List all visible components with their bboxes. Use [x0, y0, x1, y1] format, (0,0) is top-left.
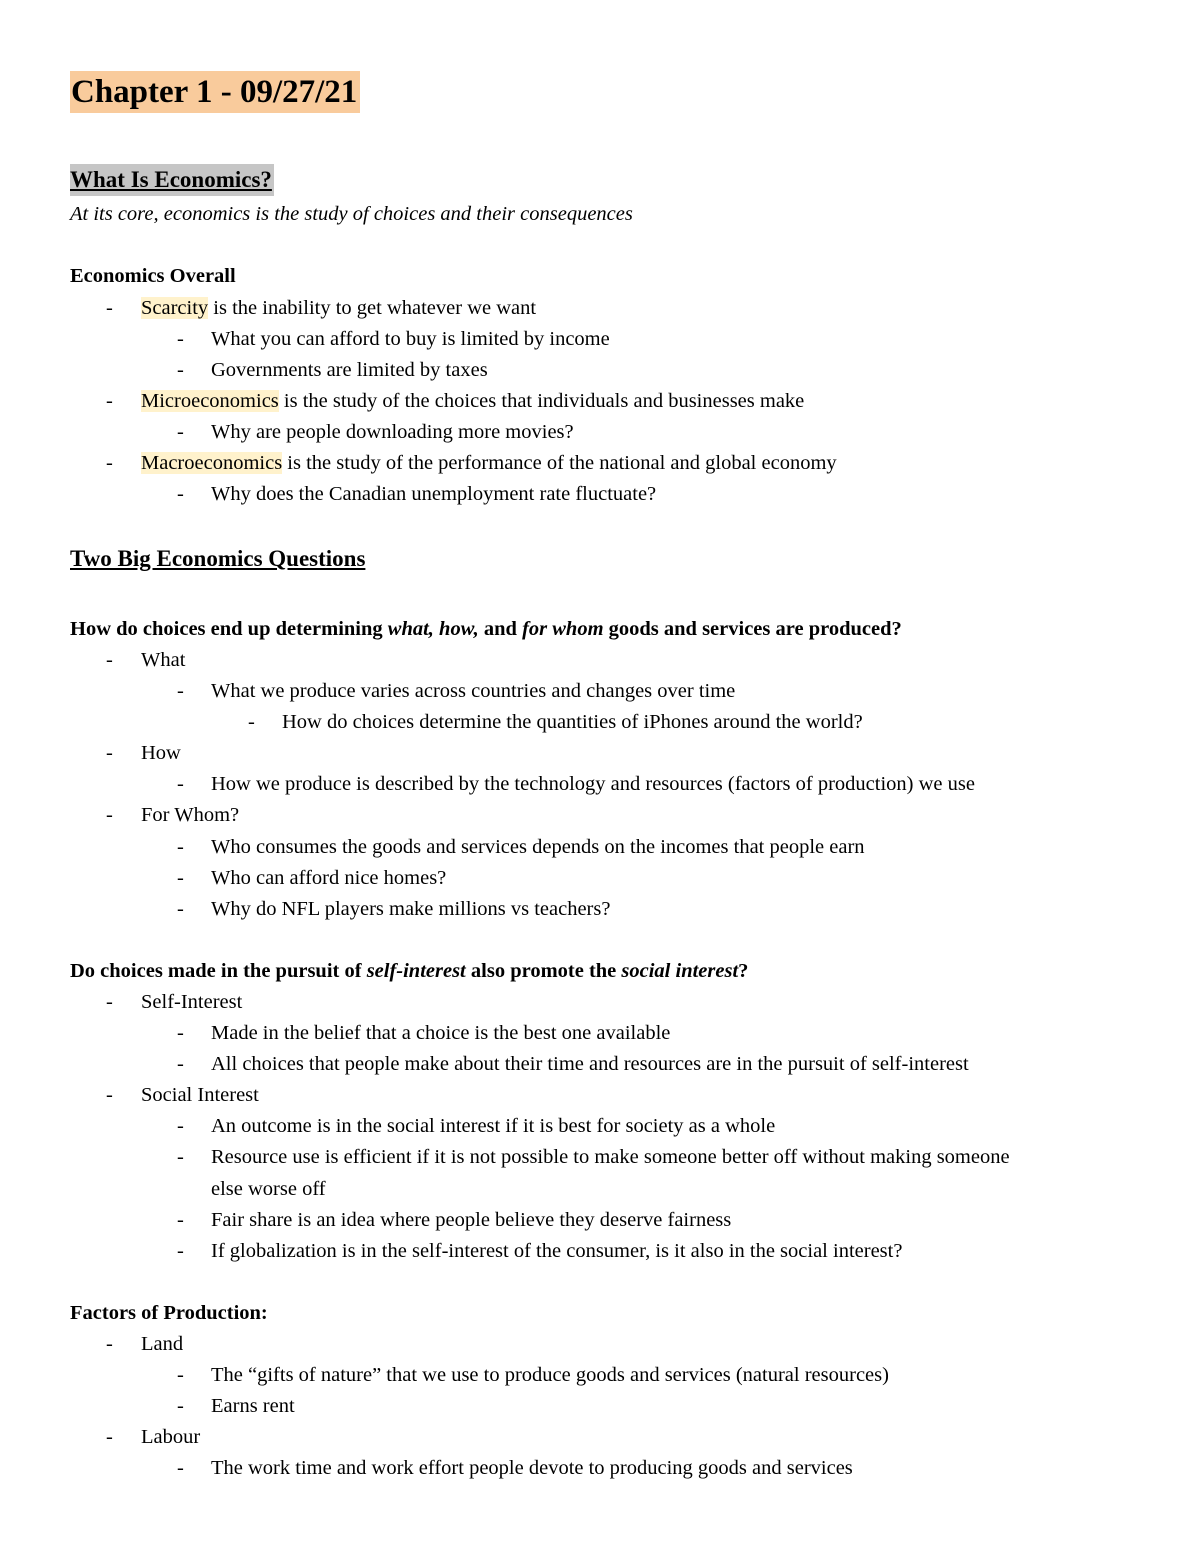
question-heading-self-interest	[70, 956, 748, 987]
bullet-dash: -	[106, 390, 113, 412]
bullet-dash: -	[106, 742, 113, 764]
list-item-text: How	[141, 742, 181, 764]
term-scarcity: Scarcity	[141, 297, 209, 319]
factors-of-production-heading: Factors of Production:	[70, 1302, 268, 1324]
term-macroeconomics: Macroeconomics	[141, 452, 283, 474]
bullet-dash: -	[177, 1209, 184, 1231]
bullet-dash: -	[106, 1084, 113, 1106]
bullet-dash: -	[177, 359, 184, 381]
question-text: Do choices made in the pursuit of	[70, 960, 367, 982]
question-emphasis: self-interest	[366, 960, 466, 982]
list-item-text: What we produce varies across countries and changes over time	[211, 680, 736, 702]
definition-text: is the inability to get whatever we want	[208, 297, 537, 319]
bullet-dash: -	[177, 898, 184, 920]
list-item-text: Why do NFL players make millions vs teachers?	[211, 898, 611, 920]
bullet-dash: -	[177, 773, 184, 795]
list-item-text: Earns rent	[211, 1395, 295, 1417]
bullet-dash: -	[106, 649, 113, 671]
list-item-text: The “gifts of nature” that we use to produce goods and services (natural resources)	[211, 1364, 889, 1386]
bullet-dash: -	[177, 483, 184, 505]
list-item-text: Governments are limited by taxes	[211, 359, 488, 381]
list-item-text: Who can afford nice homes?	[211, 867, 447, 889]
bullet-dash: -	[177, 1364, 184, 1386]
list-item-text: Self-Interest	[141, 991, 243, 1013]
list-item-text: Why are people downloading more movies?	[211, 421, 574, 443]
list-item-text: How do choices determine the quantities of iPhones around the world?	[282, 711, 863, 733]
bullet-dash: -	[106, 1333, 113, 1355]
section-subtitle	[70, 199, 1200, 230]
list-item-text: For Whom?	[141, 804, 240, 826]
definition-text: is the study of the choices that individuals and businesses make	[278, 390, 805, 412]
list-item-text: Resource use is efficient if it is not possible to make someone better off without making someone	[211, 1146, 1010, 1168]
term-microeconomics: Microeconomics	[141, 390, 279, 412]
bullet-dash: -	[106, 804, 113, 826]
list-item-text: else worse off	[211, 1178, 326, 1200]
question-emphasis: social interest	[621, 960, 739, 982]
question-emphasis: what, how,	[387, 618, 479, 640]
page-title: Chapter 1 - 09/27/21	[70, 71, 360, 113]
list-item-text: The work time and work effort people devote to producing goods and services	[211, 1457, 853, 1479]
economics-overall-heading: Economics Overall	[70, 265, 236, 287]
bullet-dash: -	[177, 1395, 184, 1417]
list-item-text: Social Interest	[141, 1084, 259, 1106]
bullet-dash: -	[177, 1022, 184, 1044]
list-item-text: Made in the belief that a choice is the best one available	[211, 1022, 671, 1044]
bullet-dash: -	[177, 1053, 184, 1075]
subtitle-text: At its core, economics is the study of choices and their consequences	[70, 203, 633, 225]
list-item-text: If globalization is in the self-interest of the consumer, is it also in the social interest?	[211, 1240, 903, 1262]
list-item-text: What you can afford to buy is limited by income	[211, 328, 610, 350]
bullet-dash: -	[106, 297, 113, 319]
question-text: and	[478, 618, 523, 640]
bullet-dash: -	[177, 328, 184, 350]
section-heading-what-is-economics: What Is Economics?	[70, 164, 274, 196]
definition-text: is the study of the performance of the national and global economy	[282, 452, 837, 474]
list-item-text: Fair share is an idea where people believe they deserve fairness	[211, 1209, 732, 1231]
question-text: also promote the	[465, 960, 622, 982]
bullet-dash: -	[106, 1426, 113, 1448]
list-item-text: Labour	[141, 1426, 201, 1448]
list-item-text: What	[141, 649, 186, 671]
question-emphasis: for whom	[522, 618, 604, 640]
list-item-text: An outcome is in the social interest if it is best for society as a whole	[211, 1115, 776, 1137]
bullet-dash: -	[177, 1240, 184, 1262]
bullet-dash: -	[177, 1146, 184, 1168]
question-heading-what-how-for-whom	[70, 614, 902, 645]
bullet-dash: -	[177, 836, 184, 858]
bullet-dash: -	[177, 680, 184, 702]
list-item-text: Why does the Canadian unemployment rate fluctuate?	[211, 483, 657, 505]
list-item-text: All choices that people make about their time and resources are in the pursuit of self-interest	[211, 1053, 969, 1075]
bullet-dash: -	[177, 867, 184, 889]
bullet-dash: -	[248, 711, 255, 733]
question-text: goods and services are produced?	[603, 618, 902, 640]
list-item-text: Who consumes the goods and services depends on the incomes that people earn	[211, 836, 865, 858]
bullet-dash: -	[106, 452, 113, 474]
bullet-dash: -	[177, 1115, 184, 1137]
bullet-dash: -	[177, 421, 184, 443]
bullet-dash: -	[177, 1457, 184, 1479]
list-item-text: How we produce is described by the technology and resources (factors of production) we use	[211, 773, 975, 795]
question-text: How do choices end up determining	[70, 618, 388, 640]
question-text: ?	[738, 960, 749, 982]
list-item-text: Land	[141, 1333, 184, 1355]
bullet-dash: -	[106, 991, 113, 1013]
section-heading-two-big-questions: Two Big Economics Questions	[70, 546, 366, 571]
